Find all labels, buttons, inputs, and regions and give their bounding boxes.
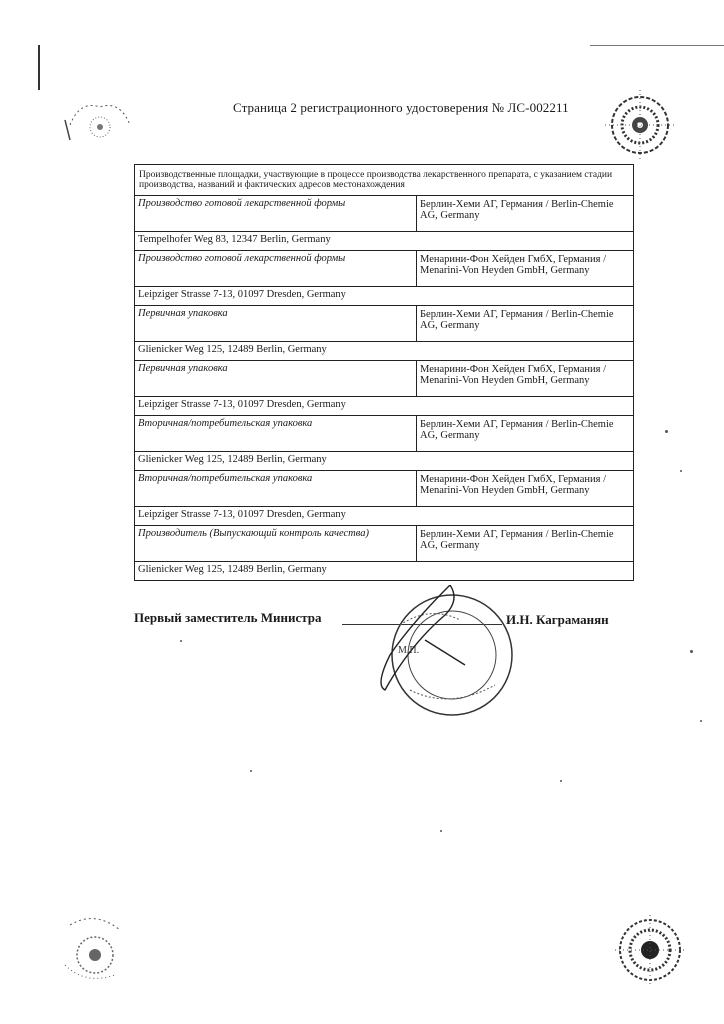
address-cell: Glienicker Weg 125, 12489 Berlin, Germany: [135, 451, 634, 470]
stage-cell: Производство готовой лекарственной формы: [135, 195, 417, 231]
company-cell: Менарини-Фон Хейден ГмбХ, Германия / Menarini-Von Heyden GmbH, Germany: [417, 470, 634, 506]
stage-cell: Первичная упаковка: [135, 360, 417, 396]
table-row: [135, 415, 634, 451]
stamp-seal-label: М.П.: [398, 645, 420, 656]
scan-speck: [560, 780, 562, 782]
address-cell: Glienicker Weg 125, 12489 Berlin, Germany: [135, 561, 634, 580]
table-row: [135, 470, 634, 506]
company-cell: Берлин-Хеми АГ, Германия / Berlin-Chemie AG, Germany: [417, 195, 634, 231]
official-stamp: [370, 585, 530, 725]
scan-speck: [250, 770, 252, 772]
scan-speck: [440, 830, 442, 832]
stage-cell: Вторичная/потребительская упаковка: [135, 470, 417, 506]
stage-cell: Вторичная/потребительская упаковка: [135, 415, 417, 451]
ornament-top-left-icon: [60, 95, 140, 155]
ornament-bottom-left-icon: [55, 905, 145, 995]
table-row: [135, 305, 634, 341]
margin-line: [38, 45, 40, 90]
signature-stroke-icon: [381, 585, 465, 690]
table-row: [135, 250, 634, 286]
table-row: [135, 525, 634, 561]
company-cell: Менарини-Фон Хейден ГмбХ, Германия / Menarini-Von Heyden GmbH, Germany: [417, 250, 634, 286]
table-row: [135, 341, 634, 360]
address-cell: Tempelhofer Weg 83, 12347 Berlin, Germany: [135, 231, 634, 250]
scan-speck: [680, 470, 682, 472]
company-cell: Берлин-Хеми АГ, Германия / Berlin-Chemie AG, Germany: [417, 525, 634, 561]
signatory-name: И.Н. Каграманян: [506, 612, 609, 627]
scan-speck: [665, 430, 668, 433]
address-cell: Leipziger Strasse 7-13, 01097 Dresden, Germany: [135, 286, 634, 305]
ornament-bottom-right-icon: [605, 905, 695, 995]
company-cell: Менарини-Фон Хейден ГмбХ, Германия / Menarini-Von Heyden GmbH, Germany: [417, 360, 634, 396]
table-row: [135, 396, 634, 415]
table-row: [135, 360, 634, 396]
stage-cell: Производитель (Выпускающий контроль качества): [135, 525, 417, 561]
table-row: [135, 561, 634, 580]
address-cell: Glienicker Weg 125, 12489 Berlin, Germany: [135, 341, 634, 360]
manufacturing-sites-table: [134, 164, 634, 581]
top-right-line: [590, 45, 724, 46]
table-row: [135, 195, 634, 231]
table-row: [135, 231, 634, 250]
company-cell: Берлин-Хеми АГ, Германия / Berlin-Chemie AG, Germany: [417, 415, 634, 451]
table-header-row: [135, 165, 634, 196]
stamp-seal-icon: [370, 585, 530, 725]
address-cell: Leipziger Strasse 7-13, 01097 Dresden, Germany: [135, 396, 634, 415]
page-title: Страница 2 регистрационного удостоверения № ЛС-002211: [233, 100, 569, 115]
ornament-top-right-icon: [600, 85, 680, 175]
table-header-cell: Производственные площадки, участвующие в процессе производства лекарственного препарата, с указанием стадии производства, названий и фактических адресов местонахождения: [135, 165, 634, 196]
table-row: [135, 506, 634, 525]
table-row: [135, 286, 634, 305]
stage-cell: Производство готовой лекарственной формы: [135, 250, 417, 286]
scan-speck: [700, 720, 702, 722]
scan-speck: [690, 650, 693, 653]
company-cell: Берлин-Хеми АГ, Германия / Berlin-Chemie AG, Germany: [417, 305, 634, 341]
signatory-title: Первый заместитель Министра: [134, 610, 322, 625]
table-row: [135, 451, 634, 470]
scan-speck: [180, 640, 182, 642]
stage-cell: Первичная упаковка: [135, 305, 417, 341]
address-cell: Leipziger Strasse 7-13, 01097 Dresden, Germany: [135, 506, 634, 525]
